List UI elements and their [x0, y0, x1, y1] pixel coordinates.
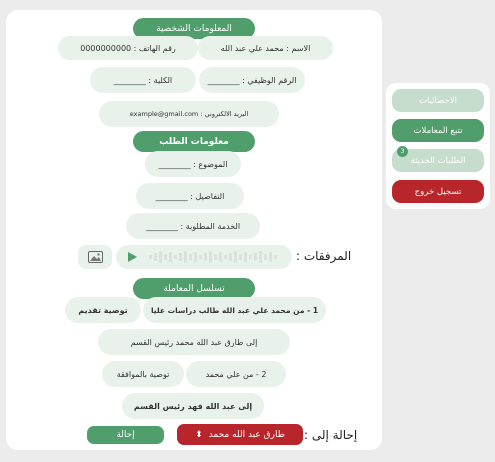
sidebar-item-stats[interactable]: الاحصائيات — [392, 89, 484, 112]
referral-label: إحالة إلى : — [304, 428, 358, 442]
details-field: التفاصيل : ________ — [136, 183, 244, 209]
workflow-step1-note: توصية تقديم — [65, 297, 141, 323]
subject-field: الموضوع : ________ — [145, 151, 241, 177]
request-info-header: معلومات الطلب — [133, 131, 255, 152]
transaction-details-card — [6, 10, 382, 450]
image-icon — [88, 251, 103, 263]
image-attachment[interactable] — [78, 245, 112, 269]
workflow-step2-to: إلى عبد الله فهد رئيس القسم — [122, 393, 264, 419]
recent-count-badge: 3 — [397, 146, 408, 157]
referral-select[interactable] — [177, 424, 303, 445]
phone-field: رقم الهاتف : 0000000000 — [58, 36, 198, 60]
sidebar — [386, 83, 490, 209]
workflow-step2-note: توصية بالموافقة — [102, 361, 184, 387]
audio-player[interactable] — [116, 245, 292, 269]
play-icon[interactable] — [128, 252, 137, 262]
workflow-step2-from: 2 - من علي محمد — [186, 361, 286, 387]
attachments-label: المرفقات : — [296, 249, 352, 263]
sidebar-item-recent[interactable] — [392, 149, 484, 172]
chevron-updown-icon: ⬍ — [195, 429, 203, 440]
service-field: الخدمة المطلوبة : ________ — [126, 213, 260, 239]
job-number-field: الرقم الوظيفي : ________ — [199, 67, 305, 93]
audio-waveform — [147, 250, 287, 264]
sidebar-item-track[interactable]: تتبع المعاملات — [392, 119, 484, 142]
email-field: البريد الالكتروني : example@gmail.com — [99, 101, 279, 127]
personal-info-header: المعلومات الشخصية — [133, 18, 255, 39]
sidebar-item-recent-label: الطلبات الحديثة — [410, 155, 466, 166]
sidebar-item-logout[interactable]: تسجيل خروج — [392, 180, 484, 203]
referral-selected-value: طارق عبد الله محمد — [208, 429, 285, 440]
name-field: الاسم : محمد علي عبد الله — [198, 36, 333, 60]
college-field: الكلية : ________ — [90, 67, 196, 93]
workflow-step1-to: إلى طارق عبد الله محمد رئيس القسم — [98, 329, 290, 355]
workflow-step1-from: 1 - من محمد علي عبد الله طالب دراسات عليا — [143, 297, 326, 323]
referral-submit-button[interactable]: إحالة — [87, 426, 164, 444]
workflow-header: تسلسل المعاملة — [133, 278, 255, 299]
